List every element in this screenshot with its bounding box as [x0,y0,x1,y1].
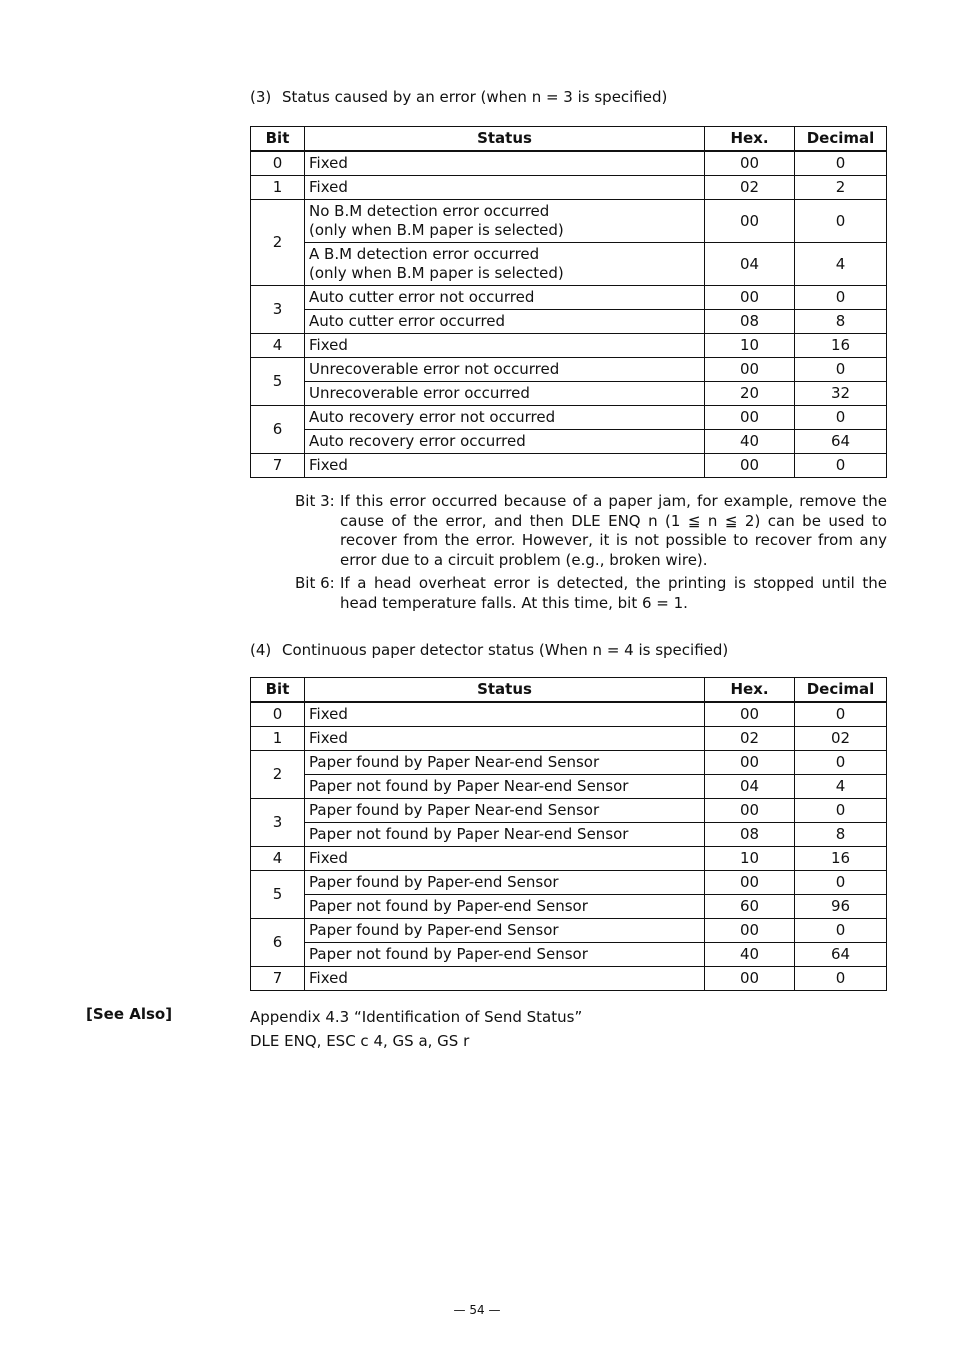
status-cell [305,243,705,286]
status-cell: Auto recovery error not occurred [305,406,705,430]
bit-cell: 6 [251,406,305,454]
table-row [251,200,887,243]
status-header: Status [305,678,705,703]
table-row [251,823,887,847]
status-cell: Unrecoverable error not occurred [305,358,705,382]
section-3-number: (3) [250,88,272,106]
hex-cell: 08 [705,310,795,334]
status-cell: Paper not found by Paper-end Sensor [305,943,705,967]
hex-cell: 08 [705,823,795,847]
hex-cell: 00 [705,919,795,943]
bit-cell: 1 [251,176,305,200]
decimal-cell: 16 [795,847,887,871]
table-row [251,382,887,406]
hex-header: Hex. [705,678,795,703]
table-row [251,243,887,286]
note-bit-6 [295,574,887,613]
note-text: If a head overheat error is detected, the printing is stopped until the head temperature falls. At this time, bit 6 = 1. [340,574,887,612]
bit-header: Bit [251,678,305,703]
bit-cell: 5 [251,871,305,919]
table-row [251,310,887,334]
hex-cell: 00 [705,406,795,430]
status-cell: Paper found by Paper-end Sensor [305,871,705,895]
status-cell: Paper found by Paper Near-end Sensor [305,799,705,823]
bit-cell: 5 [251,358,305,406]
decimal-cell: 96 [795,895,887,919]
hex-cell: 10 [705,334,795,358]
bit-cell: 4 [251,334,305,358]
note-label: Bit 3: [295,492,335,510]
section-3-title-text: Status caused by an error (when n = 3 is specified) [282,88,668,106]
status-line: No B.M detection error occurred [309,202,550,220]
decimal-cell: 4 [795,775,887,799]
decimal-cell: 0 [795,200,887,243]
decimal-header: Decimal [795,678,887,703]
status-cell: Fixed [305,967,705,991]
bit-header: Bit [251,127,305,152]
decimal-cell: 0 [795,286,887,310]
status-cell: Fixed [305,702,705,727]
status-cell: Paper not found by Paper Near-end Sensor [305,823,705,847]
table-header-row [251,127,887,152]
bit-cell: 3 [251,286,305,334]
decimal-cell: 4 [795,243,887,286]
table-row [251,727,887,751]
hex-cell: 60 [705,895,795,919]
decimal-cell: 2 [795,176,887,200]
table-row [251,895,887,919]
decimal-cell: 02 [795,727,887,751]
error-status-table [250,126,887,478]
table-row [251,871,887,895]
table-row [251,943,887,967]
table-header-row [251,678,887,703]
bit-notes [295,492,887,617]
status-cell: Fixed [305,727,705,751]
decimal-cell: 0 [795,751,887,775]
decimal-cell: 0 [795,151,887,176]
hex-cell: 20 [705,382,795,406]
bit-cell: 2 [251,200,305,286]
status-cell: Auto cutter error not occurred [305,286,705,310]
decimal-cell: 0 [795,799,887,823]
decimal-cell: 8 [795,310,887,334]
bit-cell: 2 [251,751,305,799]
hex-cell: 00 [705,871,795,895]
table-row [251,967,887,991]
hex-cell: 04 [705,243,795,286]
table-row [251,847,887,871]
bit-cell: 4 [251,847,305,871]
status-line: A B.M detection error occurred [309,245,540,263]
section-4-number: (4) [250,641,272,659]
note-label: Bit 6: [295,574,335,592]
see-also-label: [See Also] [86,1005,173,1023]
table-row [251,454,887,478]
table-row [251,799,887,823]
table-row [251,151,887,176]
bit-cell: 1 [251,727,305,751]
bit-cell: 3 [251,799,305,847]
status-cell: Fixed [305,151,705,176]
decimal-cell: 0 [795,702,887,727]
bit-cell: 7 [251,454,305,478]
status-cell: Fixed [305,334,705,358]
bit-cell: 6 [251,919,305,967]
decimal-cell: 0 [795,454,887,478]
hex-cell: 00 [705,967,795,991]
hex-cell: 02 [705,176,795,200]
paper-detector-status-table [250,677,887,991]
see-also-references [250,1005,582,1053]
decimal-cell: 0 [795,919,887,943]
bit-cell: 0 [251,151,305,176]
table-row [251,775,887,799]
status-cell: Paper found by Paper-end Sensor [305,919,705,943]
hex-cell: 00 [705,200,795,243]
status-header: Status [305,127,705,152]
decimal-cell: 64 [795,943,887,967]
status-cell: Auto recovery error occurred [305,430,705,454]
page-number: — 54 — [453,1303,501,1317]
hex-cell: 00 [705,454,795,478]
hex-cell: 10 [705,847,795,871]
decimal-cell: 0 [795,967,887,991]
decimal-cell: 8 [795,823,887,847]
status-cell: Paper not found by Paper-end Sensor [305,895,705,919]
decimal-cell: 0 [795,871,887,895]
table-row [251,702,887,727]
decimal-cell: 0 [795,406,887,430]
table-row [251,751,887,775]
bit-cell: 0 [251,702,305,727]
status-cell: Fixed [305,454,705,478]
decimal-cell: 64 [795,430,887,454]
status-cell: Auto cutter error occurred [305,310,705,334]
table-row [251,919,887,943]
hex-cell: 00 [705,799,795,823]
see-also-appendix-reference: Appendix 4.3 “Identification of Send Status” [250,1008,583,1026]
hex-cell: 40 [705,430,795,454]
hex-cell: 04 [705,775,795,799]
section-3-title [250,88,667,106]
status-line: (only when B.M paper is selected) [309,221,564,239]
section-4-title [250,641,728,659]
table-row [251,430,887,454]
decimal-cell: 0 [795,358,887,382]
note-text: If this error occurred because of a paper jam, for example, remove the cause of the error, and then DLE ENQ n (1 ≦ n ≦ 2) can be used to recover from the error. However, it is not possible to recover from any error due to a circuit problem (e.g., broken wire). [340,492,887,569]
status-cell: Unrecoverable error occurred [305,382,705,406]
hex-cell: 00 [705,151,795,176]
table-row [251,358,887,382]
status-cell [305,200,705,243]
decimal-cell: 16 [795,334,887,358]
hex-cell: 00 [705,751,795,775]
hex-cell: 00 [705,286,795,310]
status-cell: Fixed [305,176,705,200]
see-also-command-references: DLE ENQ, ESC c 4, GS a, GS r [250,1032,470,1050]
hex-cell: 00 [705,702,795,727]
section-4-title-text: Continuous paper detector status (When n = 4 is specified) [282,641,729,659]
status-cell: Paper not found by Paper Near-end Sensor [305,775,705,799]
table-row [251,406,887,430]
note-bit-3 [295,492,887,570]
table-row [251,286,887,310]
status-line: (only when B.M paper is selected) [309,264,564,282]
hex-cell: 40 [705,943,795,967]
table-row [251,176,887,200]
hex-cell: 02 [705,727,795,751]
hex-header: Hex. [705,127,795,152]
decimal-cell: 32 [795,382,887,406]
status-cell: Paper found by Paper Near-end Sensor [305,751,705,775]
decimal-header: Decimal [795,127,887,152]
status-cell: Fixed [305,847,705,871]
table-row [251,334,887,358]
hex-cell: 00 [705,358,795,382]
bit-cell: 7 [251,967,305,991]
